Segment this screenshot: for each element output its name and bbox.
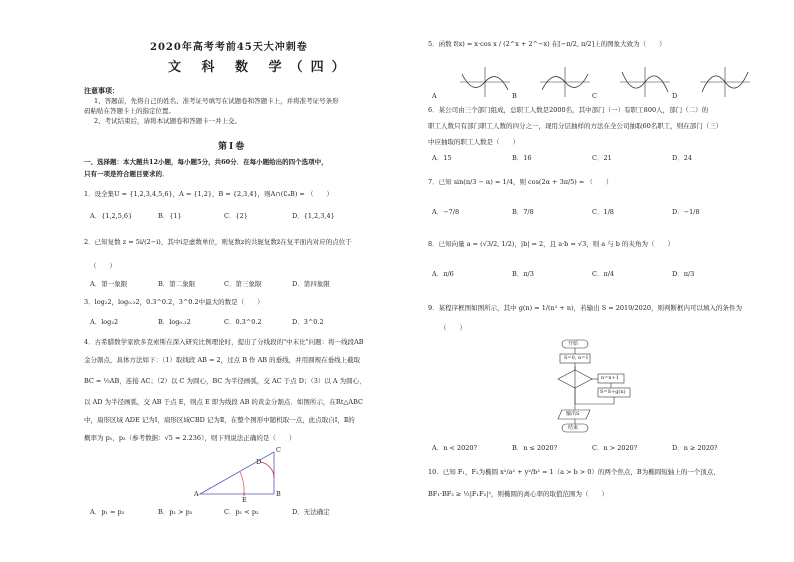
q7-stem: 7．已知 sin(π/3 − α) = 1/4，则 cos(2α + 3π/5) = （ ） <box>428 178 613 186</box>
q2-opt-d: D．第四象限 <box>292 280 330 288</box>
q4-line3: BC = ½AB，连接 AC；（2）以 C 为圆心，BC 为半径画弧，交 AC 于点 D；（3）以 A 为圆心， <box>84 377 366 385</box>
q1-opt-a: A．{1,2,5,6} <box>90 212 133 220</box>
q9-opt-d: D．n ≥ 2020? <box>672 444 718 452</box>
q1-opt-c: C．{2} <box>224 212 248 220</box>
subject-title: 文 科 数 学（四） <box>168 60 353 75</box>
section-intro-b: 只有一项是符合题目要求的． <box>84 170 169 178</box>
q8-stem: 8．已知向量 a = (√3/2, 1/2)，|b| = 2，且 a·b = √3，则 a 与 b 的夹角为（ ） <box>428 240 675 248</box>
fig-label-b: B <box>276 490 281 498</box>
q2-opt-c: C．第三象限 <box>224 280 262 288</box>
q4-line1: 4．古希腊数学家欧多克索斯在深入研究比例理论时，提出了分线段的"中末比"问题：将一线段AB <box>84 338 364 346</box>
q8-opt-c: C．π/4 <box>592 270 615 278</box>
q4-opt-c: C．p₁ < p₂ <box>224 508 259 516</box>
fig-label-d: D <box>256 458 262 466</box>
q8-opt-d: D．π/3 <box>672 270 695 278</box>
q3-opt-b: B．log₀.₂2 <box>158 318 191 326</box>
q9-opt-c: C．n > 2020? <box>592 444 638 452</box>
q1-stem: 1．设全集U = {1,2,3,4,5,6}，A = {1,2}，B = {2,3,4}，则A∩(∁ᵤB) = （ ） <box>84 190 333 198</box>
q4-line5: 中，扇形区域 ADE 记为Ⅰ，扇形区域CBD 记为Ⅱ，在整个图形中随机取一点，此点取自Ⅰ，Ⅱ的 <box>84 416 355 424</box>
q2-opt-a: A．第一象限 <box>90 280 128 288</box>
note-2: 2、考试结束后，请将本试题卷和答题卡一并上交。 <box>94 117 242 125</box>
q10-line1: 10．已知 F₁，F₂为椭圆 x²/a² + y²/b² = 1（a > b > 0）的两个焦点，B为椭圆短轴上的一个顶点， <box>428 468 720 476</box>
q2-opt-b: B．第二象限 <box>158 280 196 288</box>
q2-stem: 2．已知复数 z = 5i/(2−i)，其中i是虚数单位，则复数z的共轭复数z̄在复平面内对应的点位于 <box>84 238 352 246</box>
section-intro-a: 一、选择题：本大题共12小题，每小题5分，共60分．在每小题给出的四个选项中， <box>84 158 328 166</box>
q8-opt-b: B．π/3 <box>512 270 534 278</box>
flow-end: 结束 <box>568 425 579 431</box>
fig-label-e: E <box>242 496 247 504</box>
flow-increment: n=n+1 <box>601 375 620 381</box>
q9-opt-a: A．n < 2020? <box>432 444 477 452</box>
q7-opt-c: C．1/8 <box>592 208 614 216</box>
q2-paren: （ ） <box>90 262 116 270</box>
flow-start: 开始 <box>568 341 579 347</box>
q6-opt-a: A．15 <box>432 154 452 162</box>
q4-line2: 金分割点，具体方法如下：（1）取线段 AB = 2，过点 B 作 AB 的垂线，并用圆规在垂线上截取 <box>84 356 361 364</box>
q6-line2: 职工人数只有部门职工人数的四分之一，现用分层抽样的方法在全公司抽取60名职工，则在部门（三） <box>428 122 723 130</box>
q5-opt-d: D <box>672 92 678 100</box>
q7-opt-d: D．−1/8 <box>672 208 700 216</box>
q9-opt-b: B．n ≤ 2020? <box>512 444 558 452</box>
q6-line1: 6．某公司由三个部门组成，总职工人数是2000名，其中部门（一）有职工800人，部门（二）的 <box>428 106 709 114</box>
flow-output: 输出S <box>566 411 580 417</box>
q7-opt-b: B．7/8 <box>512 208 534 216</box>
q4-line6: 概率为 p₁，p₂（参考数据：√5 ≈ 2.236），则下列说法正确的是（ ） <box>84 434 296 442</box>
q10-line2: BF₁·BF₂ ≥ ½|F₁F₂|²，则椭圆的离心率的取值范围为（ ） <box>428 490 608 498</box>
golden-ratio-figure <box>196 448 316 508</box>
q3-stem: 3．log₂2，log₀.₂2，0.3^0.2，3^0.2中最大的数是（ ） <box>84 298 264 306</box>
q6-line3: 中应抽取的职工人数是（ ） <box>428 138 519 146</box>
q3-opt-a: A．log₂2 <box>90 318 119 326</box>
q5-graph-options <box>440 62 760 102</box>
q5-opt-c: C <box>592 92 597 100</box>
note-1a: 1、答题前，先将自己的姓名、准考证号填写在试题卷和答题卡上，并将准考证号条形 <box>94 97 339 105</box>
notes-heading: 注意事项： <box>84 86 119 95</box>
section-title: 第Ⅰ卷 <box>218 142 247 152</box>
q6-opt-c: C．21 <box>592 154 612 162</box>
note-1b: 码粘贴在答题卡上的指定位置。 <box>84 107 175 115</box>
q4-opt-b: B．p₁ > p₂ <box>158 508 193 516</box>
q4-opt-a: A．p₁ = p₂ <box>90 508 125 516</box>
flow-accumulate: S=S+g(n) <box>600 389 626 395</box>
fig-label-c: C <box>276 446 281 454</box>
q6-opt-b: B．16 <box>512 154 532 162</box>
q9-flowchart <box>540 338 650 438</box>
flow-init: S=0, n=1 <box>564 355 589 361</box>
q6-opt-d: D．24 <box>672 154 692 162</box>
q4-line4: 以 AD 为半径画弧，交 AB 于点 E，则点 E 即为线段 AB 的黄金分割点．如图所示，在Rt△ABC <box>84 398 364 406</box>
q1-opt-d: D．{1,2,3,4} <box>292 212 335 220</box>
exam-title: 2020年高考考前45天大冲刺卷 <box>150 42 308 53</box>
q5-stem: 5．函数 f(x) = x·cos x / (2^x + 2^−x) 在[−π/2, π/2]上的图象大致为（ ） <box>428 40 666 48</box>
q1-opt-b: B．{1} <box>158 212 182 220</box>
q9-stem: 9．某程序框图如图所示，其中 g(n) = 1/(n² + n)，若输出 S = 2019/2020，则判断框内可以填入的条件为 <box>428 304 743 312</box>
q3-opt-c: C．0.3^0.2 <box>224 318 262 326</box>
q4-opt-d: D．无法确定 <box>292 508 330 516</box>
q5-opt-b: B <box>512 92 517 100</box>
q9-paren: （ ） <box>440 324 466 332</box>
fig-label-a: A <box>194 490 199 498</box>
q3-opt-d: D．3^0.2 <box>292 318 324 326</box>
q8-opt-a: A．π/6 <box>432 270 454 278</box>
q7-opt-a: A．−7/8 <box>432 208 460 216</box>
q5-opt-a: A <box>432 92 437 100</box>
